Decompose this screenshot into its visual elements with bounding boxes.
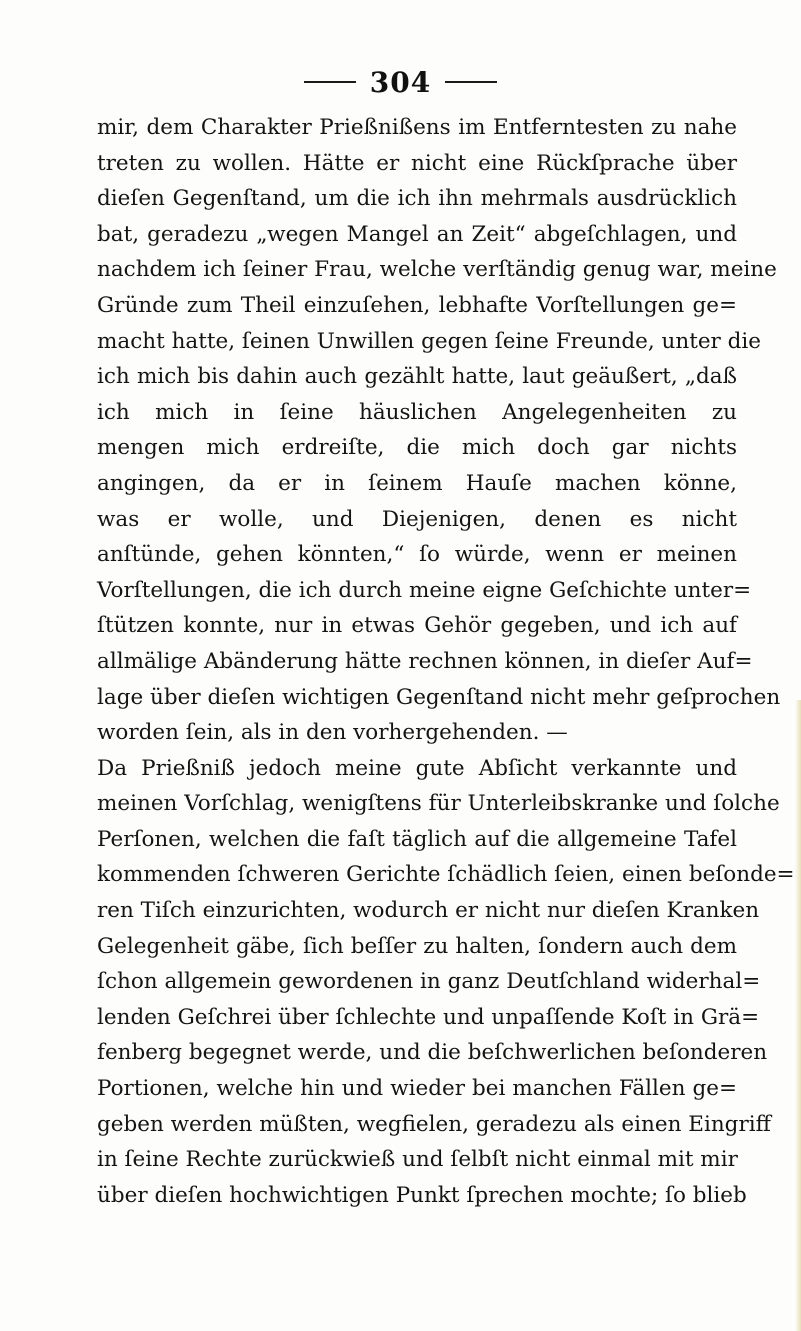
text-line: ſtützen konnte, nur in etwas Gehör gegeben, und ich auf [97, 613, 737, 639]
text-line: worden ſein, als in den vorhergehenden. — [97, 720, 568, 746]
body-text [97, 110, 795, 1213]
text-line: ich mich bis dahin auch gezählt hatte, laut geäußert, „daß [97, 364, 737, 390]
page-header [0, 62, 801, 102]
text-line: bat, geradezu „wegen Mangel an Zeit“ abgeſchlagen, und [97, 221, 737, 247]
text-line: Portionen, welche hin und wieder bei manchen Fällen ge= [97, 1076, 737, 1102]
text-line: über dieſen hochwichtigen Punkt ſprechen mochte; ſo blieb [97, 1182, 747, 1208]
text-line: allmälige Abänderung hätte rechnen können, in dieſer Auf= [97, 648, 753, 674]
text-line: angingen, da er in ſeinem Hauſe machen könne, [97, 470, 737, 496]
page-number: 304 [369, 65, 432, 99]
header-rule-right [445, 81, 497, 83]
text-line: ren Tiſch einzurichten, wodurch er nicht nur dieſen Kranken [97, 898, 760, 924]
text-line: mengen mich erdreiſte, die mich doch gar nichts [97, 435, 737, 461]
text-line: kommenden ſchweren Gerichte ſchädlich ſeien, einen beſonde= [97, 862, 795, 888]
text-line: ich mich in ſeine häuslichen Angelegenheiten zu [97, 399, 737, 425]
text-line: ſchon allgemein gewordenen in ganz Deutſchland widerhal= [97, 969, 761, 995]
text-line: Gelegenheit gäbe, ſich beſſer zu halten, ſondern auch dem [97, 933, 737, 959]
text-line: treten zu wollen. Hätte er nicht eine Rückſprache über [97, 150, 737, 176]
text-line: geben werden müßten, wegfielen, geradezu als einen Eingriff [97, 1111, 771, 1137]
text-line: mir, dem Charakter Prießnißens im Entferntesten zu nahe [97, 115, 737, 140]
text-line: was er wolle, und Diejenigen, denen es nicht [97, 506, 737, 532]
text-line: fenberg begegnet werde, und die beſchwerlichen beſonderen [97, 1040, 768, 1066]
text-line: lenden Geſchrei über ſchlechte und unpaſſende Koſt in Grä= [97, 1004, 760, 1030]
text-line: dieſen Gegenſtand, um die ich ihn mehrmals ausdrücklich [97, 186, 737, 212]
text-line: anſtünde, gehen könnten,“ ſo würde, wenn er meinen [97, 542, 737, 568]
text-line: Gründe zum Theil einzuſehen, lebhafte Vorſtellungen ge= [97, 292, 737, 318]
text-line: Perſonen, welchen die faſt täglich auf die allgemeine Tafel [97, 826, 737, 852]
text-line: Vorſtellungen, die ich durch meine eigne Geſchichte unter= [97, 577, 752, 603]
header-rule-left [304, 81, 356, 83]
text-line: nachdem ich ſeiner Frau, welche verſtändig genug war, meine [97, 257, 777, 283]
text-line: meinen Vorſchlag, wenigſtens für Unterleibskranke und ſolche [97, 791, 780, 817]
text-line: Da Prießniß jedoch meine gute Abſicht verkannte und [97, 755, 737, 781]
text-line: in ſeine Rechte zurückwieß und ſelbſt nicht einmal mit mir [97, 1147, 738, 1173]
page-edge-shading [795, 700, 801, 1331]
text-line: macht hatte, ſeinen Unwillen gegen ſeine Freunde, unter die [97, 328, 762, 354]
text-line: lage über dieſen wichtigen Gegenſtand nicht mehr geſprochen [97, 684, 781, 710]
